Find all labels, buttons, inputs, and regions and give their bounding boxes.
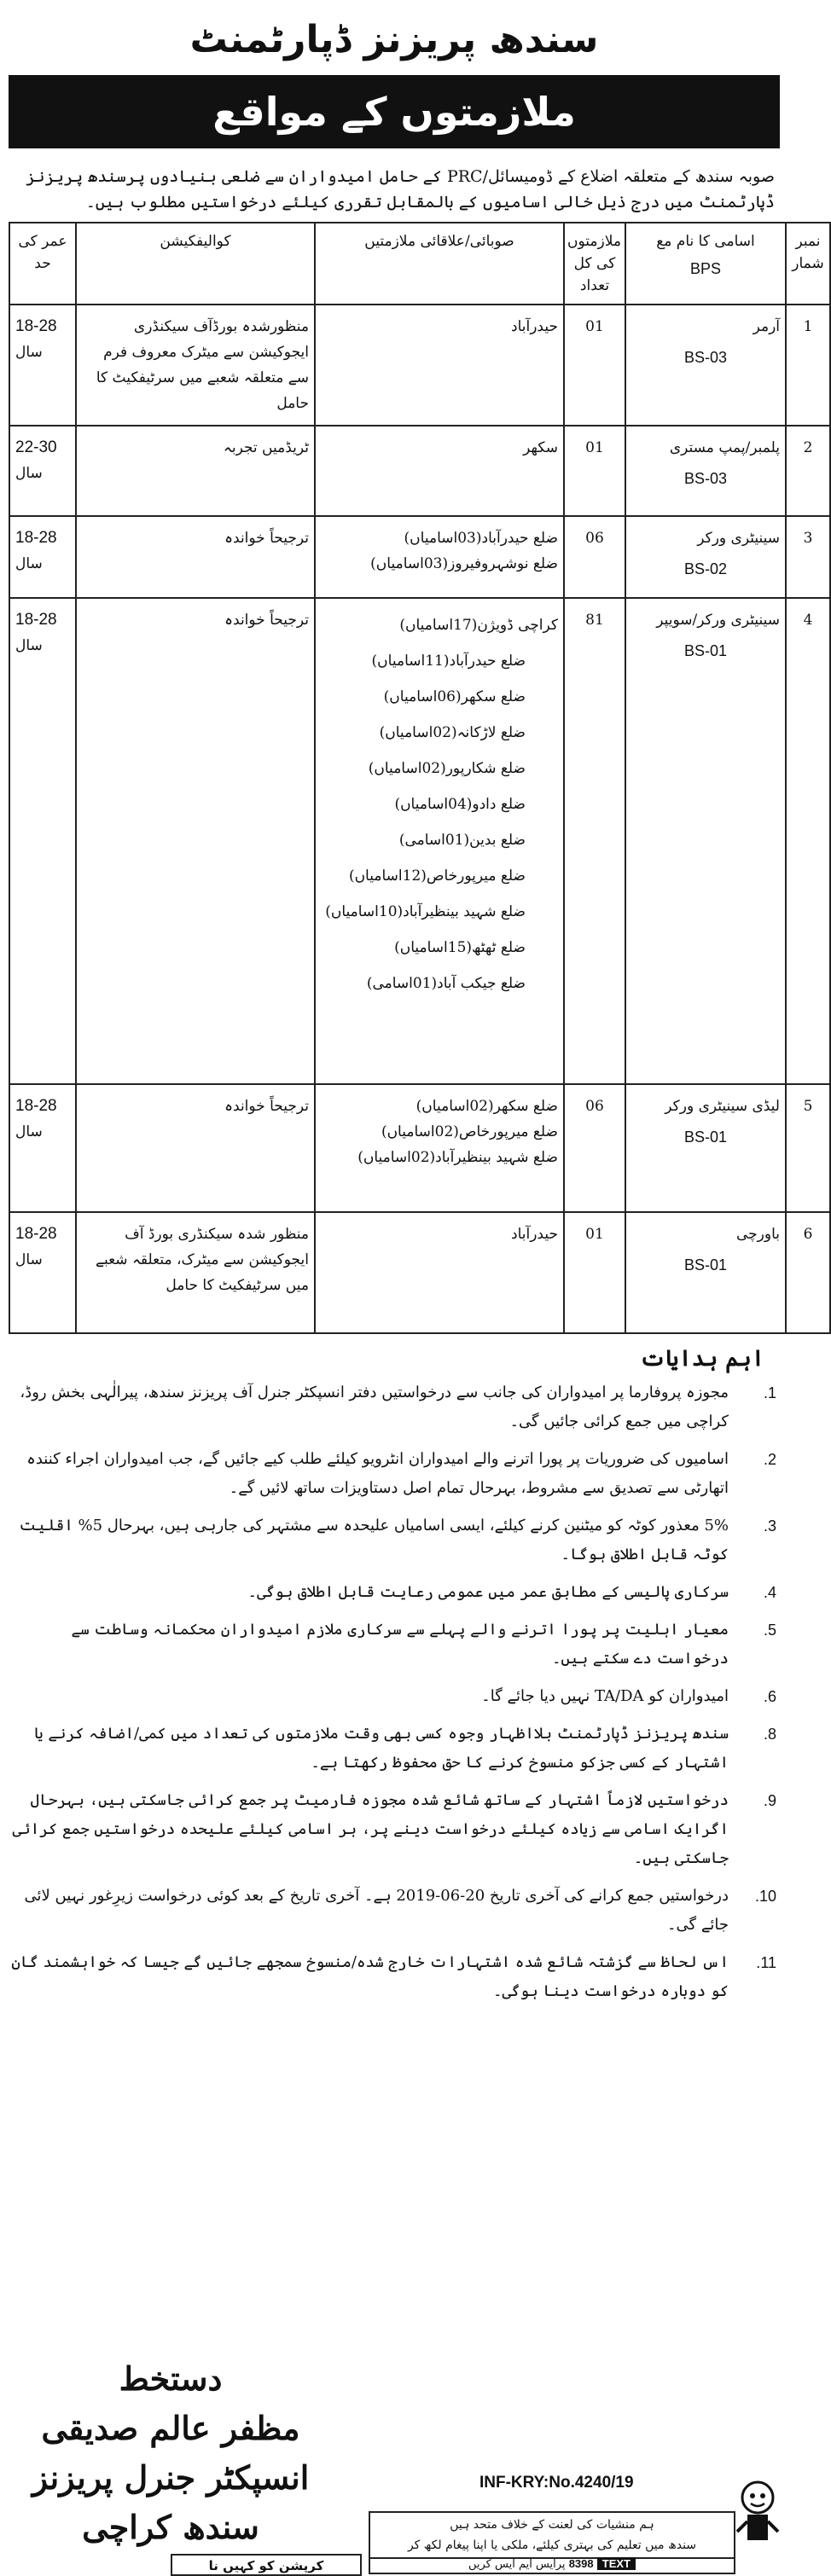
row-bps: BS-01 — [683, 1128, 728, 1146]
instruction-text: مجوزہ پروفارما پر امیدواران کی جانب سے درخواستیں دفتر انسپکٹر جنرل آف پریزنز سندھ، پیرالٰہی بخش روڈ، کراچی میں جمع کرائی جائیں گی۔ — [20, 1384, 729, 1430]
instruction-text: درخواستیں لازماً اشتہار کے ساتھ شائع شدہ مجوزہ فارمیٹ پر جمع کرائی جاسکتی ہیں، بہرحال اگرایک اسامی سے زیادہ کیلئے درخواست دینے پر، ہر اسامی کیلئے علیحدہ درخواستیں جمع کرائی جاسکتی ہیں۔ — [12, 1791, 729, 1867]
row-qualification: منظور شدہ سیکنڈری بورڈ آف ایجوکیشن سے میٹرک، متعلقہ شعبے میں سرٹیفکیٹ کا حامل — [76, 1212, 315, 1333]
age-unit: سال — [15, 1251, 43, 1268]
signatory-location: سندھ کراچی — [82, 2508, 259, 2546]
row-posts: 01 — [564, 426, 625, 516]
row-no: 4 — [786, 598, 830, 1084]
instruction-item — [9, 1511, 776, 1569]
instruction-number: 11. — [756, 1954, 776, 1971]
age-unit: سال — [15, 637, 43, 654]
footer-strip — [369, 2511, 735, 2559]
row-bps: BS-02 — [683, 560, 728, 577]
row-age — [9, 305, 76, 426]
instruction-item — [9, 1682, 776, 1711]
location-line: ضلع شہید بینظیرآباد(02اسامیاں) — [357, 1149, 558, 1166]
instructions-title: اہم ہدایات — [639, 1346, 764, 1372]
location-line: ضلع شہید بینظیرآباد(10اسامیاں) — [325, 903, 526, 920]
campaign-text: ہم منشیات کی لعنت کے خلاف متحد ہیں — [450, 2518, 654, 2532]
signatory-designation: انسپکٹر جنرل پریزنز — [32, 2458, 310, 2497]
row-qualification: ٹریڈمیں تجربہ — [76, 426, 315, 516]
row-qualification: ترجیحاً خواندہ — [76, 1084, 315, 1212]
row-name-cell — [625, 516, 786, 598]
row-posts: 01 — [564, 305, 625, 426]
row-locations — [315, 516, 564, 598]
instruction-number: 2. — [763, 1451, 776, 1468]
instruction-number: 1. — [763, 1384, 776, 1401]
location-line: ضلع دادو(04اسامیاں) — [394, 796, 526, 813]
row-age — [9, 598, 76, 1084]
education-note: سندھ میں تعلیم کی بہتری کیلئے، ملکی یا اپنا پیغام لکھ کر — [407, 2538, 697, 2552]
header-location: صوبائی/علاقائی ملازمتیں — [315, 223, 564, 305]
age-range: 18-28 — [15, 317, 57, 335]
row-name-cell — [625, 598, 786, 1084]
row-qualification: منظورشدہ بورڈآف سیکنڈری ایجوکیشن سے میٹرک معروف فرم سے متعلقہ شعبے میں سرٹیفکیٹ کا حامل — [76, 305, 315, 426]
instruction-number: 5. — [763, 1622, 776, 1639]
location-line: ضلع میرپورخاص(12اسامیاں) — [348, 867, 526, 885]
instruction-number: 9. — [763, 1792, 776, 1809]
table-header-row — [9, 223, 830, 305]
row-locations — [315, 1212, 564, 1333]
instruction-number: 4. — [763, 1584, 776, 1601]
age-range: 18-28 — [15, 529, 57, 547]
instruction-text: سندھ پریزنز ڈپارٹمنٹ بلااظہار وجوہ کسی بھی وقت ملازمتوں کی تعداد میں کمی/اضافہ کرنے یا اشتہار کے کسی جزکو منسوخ کرنے کا حق محفوظ رکھتا ہے۔ — [34, 1725, 729, 1772]
jobs-banner: ملازمتوں کے مواقع — [9, 75, 780, 148]
footer-campaign — [370, 2513, 734, 2557]
location-line: سکھر — [523, 439, 558, 456]
text-badge: TEXT — [597, 2557, 636, 2570]
instructions-list — [9, 1378, 780, 2006]
row-posts: 06 — [564, 516, 625, 598]
row-no: 2 — [786, 426, 830, 516]
signature-block — [0, 2354, 341, 2552]
row-name: باورچی — [735, 1226, 780, 1243]
age-range: 22-30 — [15, 438, 57, 456]
instruction-number: 3. — [763, 1517, 776, 1535]
age-unit: سال — [15, 555, 43, 572]
location-line: ضلع حیدرآباد(03اسامیاں) — [404, 530, 558, 547]
row-locations — [315, 598, 564, 1084]
instruction-item — [9, 1720, 776, 1778]
row-name-cell — [625, 305, 786, 426]
table-row — [9, 1084, 830, 1212]
row-name: سینیٹری ورکر/سویپر — [656, 612, 780, 629]
table-row — [9, 598, 830, 1084]
signature-label: دستخط — [119, 2359, 223, 2398]
instruction-item — [9, 1445, 776, 1503]
location-line: ضلع سکھر(06اسامیاں) — [383, 688, 526, 705]
row-name: سینیٹری ورکر — [697, 530, 780, 547]
row-name: آرمر — [753, 318, 780, 335]
row-bps: BS-03 — [683, 470, 728, 487]
slogan-text: کرپشن کو کہیں نا — [208, 2558, 324, 2573]
instruction-item — [9, 1616, 776, 1674]
header-no: نمبر شمار — [786, 223, 830, 305]
row-age — [9, 1212, 76, 1333]
row-no: 5 — [786, 1084, 830, 1212]
table-row — [9, 516, 830, 598]
instruction-item — [9, 1578, 776, 1607]
vacancy-table — [9, 222, 831, 1334]
row-name: لیڈی سینیٹری ورکر — [665, 1098, 780, 1115]
header-age: عمر کی حد — [9, 223, 76, 305]
row-locations — [315, 305, 564, 426]
row-qualification: ترجیحاً خواندہ — [76, 516, 315, 598]
instruction-text: سرکاری پالیسی کے مطابق عمر میں عمومی رعایت قابل اطلاق ہوگی۔ — [247, 1583, 729, 1601]
anti-narcotics-mascot-icon — [734, 2480, 782, 2547]
table-row — [9, 305, 830, 426]
sms-number: 8398 — [568, 2557, 594, 2570]
instruction-text: اس لحاظ سے گزشتہ شائع شدہ اشتہارات خارج شدہ/منسوخ سمجھے جائیں گے جیسا کہ خواہشمند گان کو دوبارہ درخواست دینا ہوگی۔ — [11, 1953, 729, 2000]
row-age — [9, 1084, 76, 1212]
location-line: ضلع سکھر(02اسامیاں) — [416, 1098, 558, 1115]
row-no: 3 — [786, 516, 830, 598]
sms-tail: پرایس ایم ایس کریں — [468, 2558, 566, 2571]
footer-sms — [370, 2554, 734, 2573]
age-range: 18-28 — [15, 1225, 57, 1243]
instruction-text: درخواستیں جمع کرانے کی آخری تاریخ 20-06-2019 ہے۔ آخری تاریخ کے بعد کوئی درخواست زیرِغور نہیں لائی جائے گی۔ — [24, 1887, 729, 1934]
table-row — [9, 1212, 830, 1333]
instruction-text: اسامیوں کی ضروریات پر پورا اترنے والے امیدواران انٹرویو کیلئے طلب کیے جائیں گے، جب امیدواران اجراء کنندہ اتھارٹی سے تصدیق سے مشروط، بہرحال تمام اصل دستاویزات ساتھ لائیں گے۔ — [26, 1450, 729, 1497]
instruction-text: 5% معذور کوٹہ کو میٹنین کرنے کیلئے، ایسی اسامیاں علیحدہ سے مشتہر کی جارہی ہیں، بہرحال 5% اقلیت کوٹہ قابل اطلاق ہوگا۔ — [19, 1517, 729, 1564]
row-bps: BS-03 — [683, 349, 728, 366]
instruction-item — [9, 1948, 776, 2006]
row-age — [9, 516, 76, 598]
location-line: ضلع لاڑکانہ(02اسامیاں) — [379, 724, 526, 741]
row-no: 6 — [786, 1212, 830, 1333]
age-unit: سال — [15, 465, 43, 482]
intro-paragraph: صوبہ سندھ کے متعلقہ اضلاع کے ڈومیسائل/PRC کے حامل امیدواران سے ضلعی بنیادوں پرسندھ پریزنز ڈپارٹمنٹ میں درج ذیل خالی اسامیوں کے بالمقابل تقرری کیلئے درخواستیں مطلوب ہیں۔ — [26, 167, 775, 212]
signatory-name: مظفر عالم صدیقی — [41, 2409, 300, 2447]
instruction-item — [9, 1882, 776, 1940]
age-unit: سال — [15, 344, 43, 361]
location-line: ضلع نوشہروفیروز(03اسامیاں) — [370, 555, 558, 572]
instruction-number: 8. — [763, 1726, 776, 1743]
header-name — [625, 223, 786, 305]
reference-number: INF-KRY:No.4240/19 — [479, 2474, 634, 2492]
row-no: 1 — [786, 305, 830, 426]
instruction-number: 10. — [754, 1888, 776, 1905]
instruction-text: معیار اہلیت پر پورا اترنے والے پہلے سے سرکاری ملازم امیدواران محکمانہ وساطت سے درخواست دے سکتے ہیں۔ — [71, 1621, 729, 1668]
row-name-cell — [625, 1084, 786, 1212]
job-advertisement — [9, 7, 824, 2566]
row-name-cell — [625, 426, 786, 516]
location-line: کراچی ڈویژن(17اسامیاں) — [399, 617, 558, 634]
age-range: 18-28 — [15, 1097, 57, 1115]
footer-bottom — [369, 2554, 735, 2574]
row-posts: 81 — [564, 598, 625, 1084]
location-line: ضلع میرپورخاص(02اسامیاں) — [381, 1123, 558, 1140]
age-unit: سال — [15, 1123, 43, 1140]
department-title: سندھ پریزنز ڈپارٹمنٹ — [189, 18, 599, 61]
row-locations — [315, 1084, 564, 1212]
location-line: حیدرآباد — [511, 318, 558, 335]
row-name: پلمبر/پمپ مستری — [669, 439, 780, 456]
row-qualification: ترجیحاً خواندہ — [76, 598, 315, 1084]
row-name-cell — [625, 1212, 786, 1333]
age-range: 18-28 — [15, 611, 57, 629]
location-line: حیدرآباد — [511, 1226, 558, 1243]
row-locations — [315, 426, 564, 516]
row-bps: BS-01 — [683, 642, 728, 659]
instruction-text: امیدواران کو TA/DA نہیں دیا جائے گا۔ — [481, 1687, 729, 1705]
row-age — [9, 426, 76, 516]
row-posts: 06 — [564, 1084, 625, 1212]
header-qualification: کوالیفکیشن — [76, 223, 315, 305]
header-name-label: اسامی کا نام مع — [656, 233, 755, 250]
instruction-number: 6. — [763, 1688, 776, 1705]
header-posts: ملازمتوں کی کل تعداد — [564, 223, 625, 305]
location-line: ضلع حیدرآباد(11اسامیاں) — [371, 653, 526, 670]
location-line: ضلع ٹھٹھ(15اسامیاں) — [394, 939, 526, 956]
location-line: ضلع جیکب آباد(01اسامی) — [366, 975, 526, 992]
instruction-item — [9, 1786, 776, 1873]
row-posts: 01 — [564, 1212, 625, 1333]
instruction-item — [9, 1378, 776, 1436]
row-bps: BS-01 — [683, 1256, 728, 1273]
table-row — [9, 426, 830, 516]
slogan-strip — [171, 2554, 362, 2576]
location-line: ضلع بدین(01اسامی) — [398, 832, 526, 849]
location-line: ضلع شکارپور(02اسامیاں) — [368, 760, 526, 777]
header-bps: BPS — [689, 260, 722, 277]
